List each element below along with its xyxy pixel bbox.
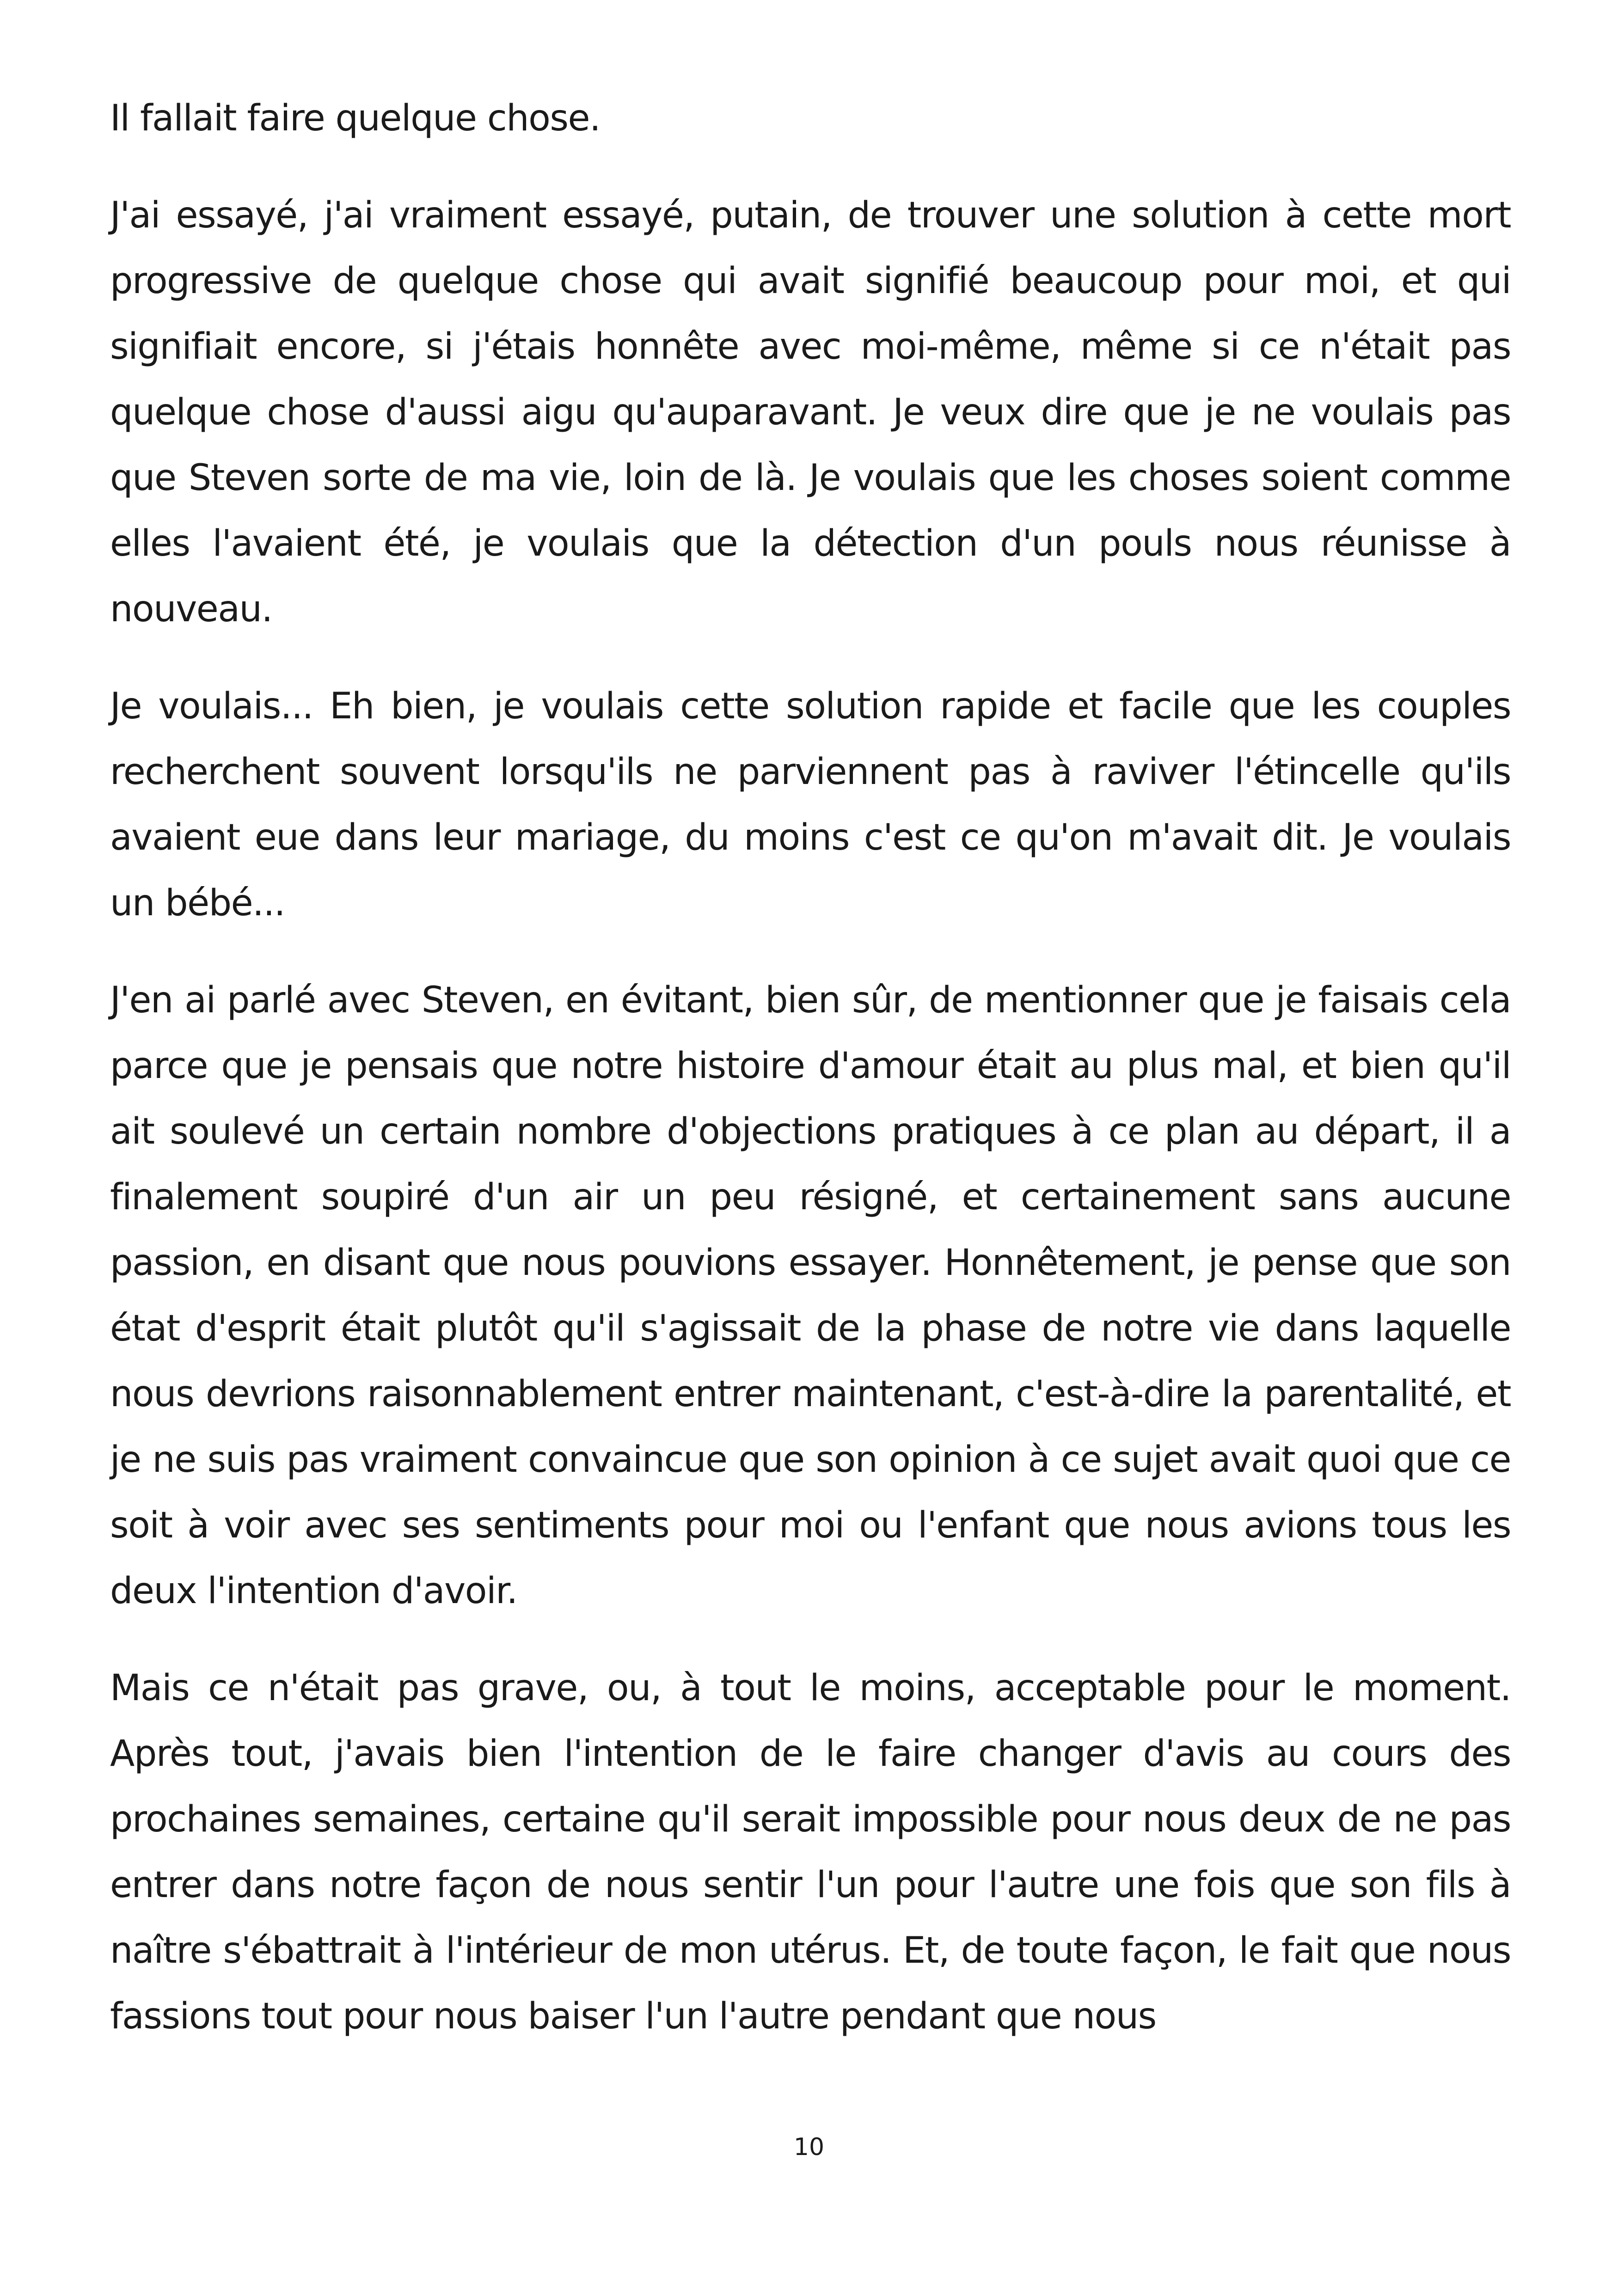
page-number: 10: [793, 2133, 825, 2161]
paragraph: J'ai essayé, j'ai vraiment essayé, putain, de trouver une solution à cette mort progressive de quelque chose qui avait signifié beaucoup pour moi, et qui signifiait encore, si j'étais honnête avec moi-même, même si ce n'était pas quelque chose d'aussi aigu qu'auparavant. Je veux dire que je ne voulais pas que Steven sorte de ma vie, loin de là. Je voulais que les choses soient comme elles l'avaient été, je voulais que la détection d'un pouls nous réunisse à nouveau.: [110, 195, 1511, 630]
paragraph: J'en ai parlé avec Steven, en évitant, bien sûr, de mentionner que je faisais cela parce que je pensais que notre histoire d'amour était au plus mal, et bien qu'il ait soulevé un certain nombre d'objections pratiques à ce plan au départ, il a finalement soupiré d'un air un peu résigné, et certainement sans aucune passion, en disant que nous pouvions essayer. Honnêtement, je pense que son état d'esprit était plutôt qu'il s'agissait de la phase de notre vie dans laquelle nous devrions raisonnablement entrer maintenant, c'est-à-dire la parentalité, et je ne suis pas vraiment convaincue que son opinion à ce sujet avait quoi que ce soit à voir avec ses sentiments pour moi ou l'enfant que nous avions tous les deux l'intention d'avoir.: [110, 980, 1511, 1612]
paragraph: Je voulais... Eh bien, je voulais cette solution rapide et facile que les couples recherchent souvent lorsqu'ils ne parviennent pas à raviver l'étincelle qu'ils avaient eue dans leur mariage, du moins c'est ce qu'on m'avait dit. Je voulais un bébé...: [110, 686, 1511, 924]
body-text: [110, 86, 1511, 2049]
paragraph: Il fallait faire quelque chose.: [110, 98, 601, 139]
paragraph: Mais ce n'était pas grave, ou, à tout le moins, acceptable pour le moment. Après tout, j'avais bien l'intention de le faire changer d'avis au cours des prochaines semaines, certaine qu'il serait impossible pour nous deux de ne pas entrer dans notre façon de nous sentir l'un pour l'autre une fois que son fils à naître s'ébattrait à l'intérieur de mon utérus. Et, de toute façon, le fait que nous fassions tout pour nous baiser l'un l'autre pendant que nous: [110, 1667, 1511, 2037]
